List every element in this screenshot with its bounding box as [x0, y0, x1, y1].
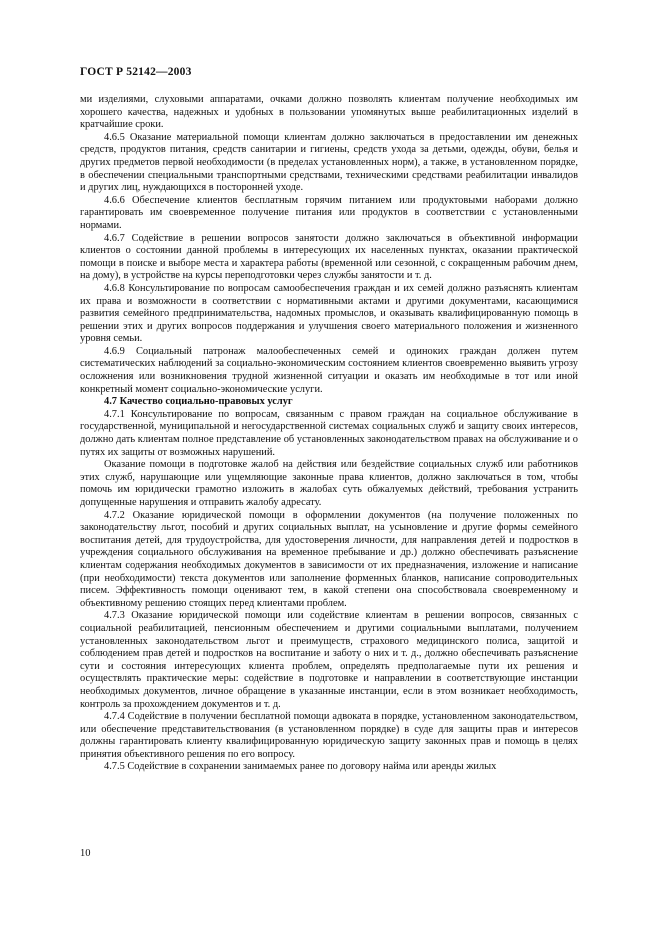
document-header: ГОСТ Р 52142—2003: [80, 66, 192, 78]
paragraph: 4.7.3 Оказание юридической помощи или содействие клиентам в решении вопросов, связанных с социальной реабилитацией, пенсионным обеспечением и другими социальными выплатами, получением установленных законодательством льгот и преимуществ, страхового медицинского полиса, защитой и соблюдением прав детей и подростков на воспитание и заботу о них и т. д., должно обеспечивать разъяснение сути и состояния интересующих клиента проблем, определять предполагаемые пути их решения и осуществлять практические меры: содействие в подготовке и направлении в соответствующие инстанции необходимых документов, личное обращение в указанные инстанции, если в этом возникает необходимость, контроль за прохождением документов и т. д.: [80, 610, 578, 710]
document-body: [80, 94, 578, 774]
paragraph: 4.6.9 Социальный патронаж малообеспеченных семей и одиноких граждан должен путем систематических наблюдений за социально-экономическим состоянием клиентов своевременно выявить угрозу осложнения или возникновения трудной жизненной ситуации и оказать им необходимые в тот или иной конкретный момент социально-экономические услуги.: [80, 345, 578, 395]
section-heading: 4.7 Качество социально-правовых услуг: [104, 396, 293, 408]
page-number: 10: [80, 848, 91, 859]
paragraph: 4.7.5 Содействие в сохранении занимаемых ранее по договору найма или аренды жилых: [104, 761, 497, 773]
paragraph: 4.6.6 Обеспечение клиентов бесплатным горячим питанием или продуктовыми наборами должно гарантировать им своевременное получение питания или продуктов в соответствии с установленными нормами.: [80, 194, 578, 231]
paragraph: Оказание помощи в подготовке жалоб на действия или бездействие социальных служб или работников этих служб, нарушающие или ущемляющие законные права клиентов, должно заключаться в том, чтобы помочь им юридически грамотно изложить в жалобах суть обжалуемых действий, требования устранить допущенные нарушения и отправить жалобу адресату.: [80, 459, 578, 508]
paragraph: 4.7.1 Консультирование по вопросам, связанным с правом граждан на социальное обслуживание в государственной, муниципальной и негосударственной системах социальных служб и защиту своих интересов, должно дать клиентам полное представление об установленных законодательством правах на обслуживание и о путях их защиты от возможных нарушений.: [80, 408, 578, 458]
paragraph: 4.6.8 Консультирование по вопросам самообеспечения граждан и их семей должно разъяснять клиентам их права и возможности в соответствии с нормативными актами и другими документами, касающимися развития семейного предпринимательства, надомных промыслов, и оказывать квалифицированную помощь в решении этих и других вопросов поддержания и улучшения своего материального положения и жизненного уровня семьи.: [80, 282, 578, 345]
paragraph: 4.7.4 Содействие в получении бесплатной помощи адвоката в порядке, установленном законодательством, или обеспечение представительствования (в установленном порядке) в суде для защиты прав и интересов должны гарантировать клиенту квалифицированную юридическую защиту законных прав и помощь в целях принятия объективного решения по его вопросу.: [80, 711, 578, 760]
paragraph: 4.6.5 Оказание материальной помощи клиентам должно заключаться в предоставлении им денежных средств, продуктов питания, средств санитарии и гигиены, средств ухода за детьми, одежды, обуви, белья и других предметов первой необходимости (в пределах установленных норм), а также, в установленном порядке, в обеспечении специальными транспортными средствами, техническими средствами реабилитации инвалидов и других лиц, нуждающихся в посторонней уходе.: [80, 131, 578, 194]
paragraph: 4.7.2 Оказание юридической помощи в оформлении документов (на получение положенных по законодательству льгот, пособий и других социальных выплат, на усыновление и другие формы семейного воспитания детей, для трудоустройства, для удостоверения личности, для направления детей и подростков в учреждения социального обслуживания на временное пребывание и др.) должно обеспечивать разъяснение клиентам содержания необходимых документов в зависимости от их предназначения, изложение и написание (при необходимости) текста документов или заполнение форменных бланков, написание сопроводительных писем. Эффективность помощи оценивают тем, в какой степени она способствовала своевременному и объективному решению стоящих перед клиентами проблем.: [80, 509, 578, 609]
paragraph: 4.6.7 Содействие в решении вопросов занятости должно заключаться в объективной информации клиентов о состоянии данной проблемы в интересующих их населенных пунктах, оказании практической помощи в поиске и выборе места и характера работы (временной или сезонной, с сокращенным рабочим днем, на дому), в устройстве на курсы переподготовки через службы занятости и т. д.: [80, 232, 578, 282]
paragraph: ми изделиями, слуховыми аппаратами, очками должно позволять клиентам получение необходимых им хорошего качества, надежных и удобных в пользовании упомянутых выше реабилитационных изделий в кратчайшие сроки.: [80, 94, 578, 131]
